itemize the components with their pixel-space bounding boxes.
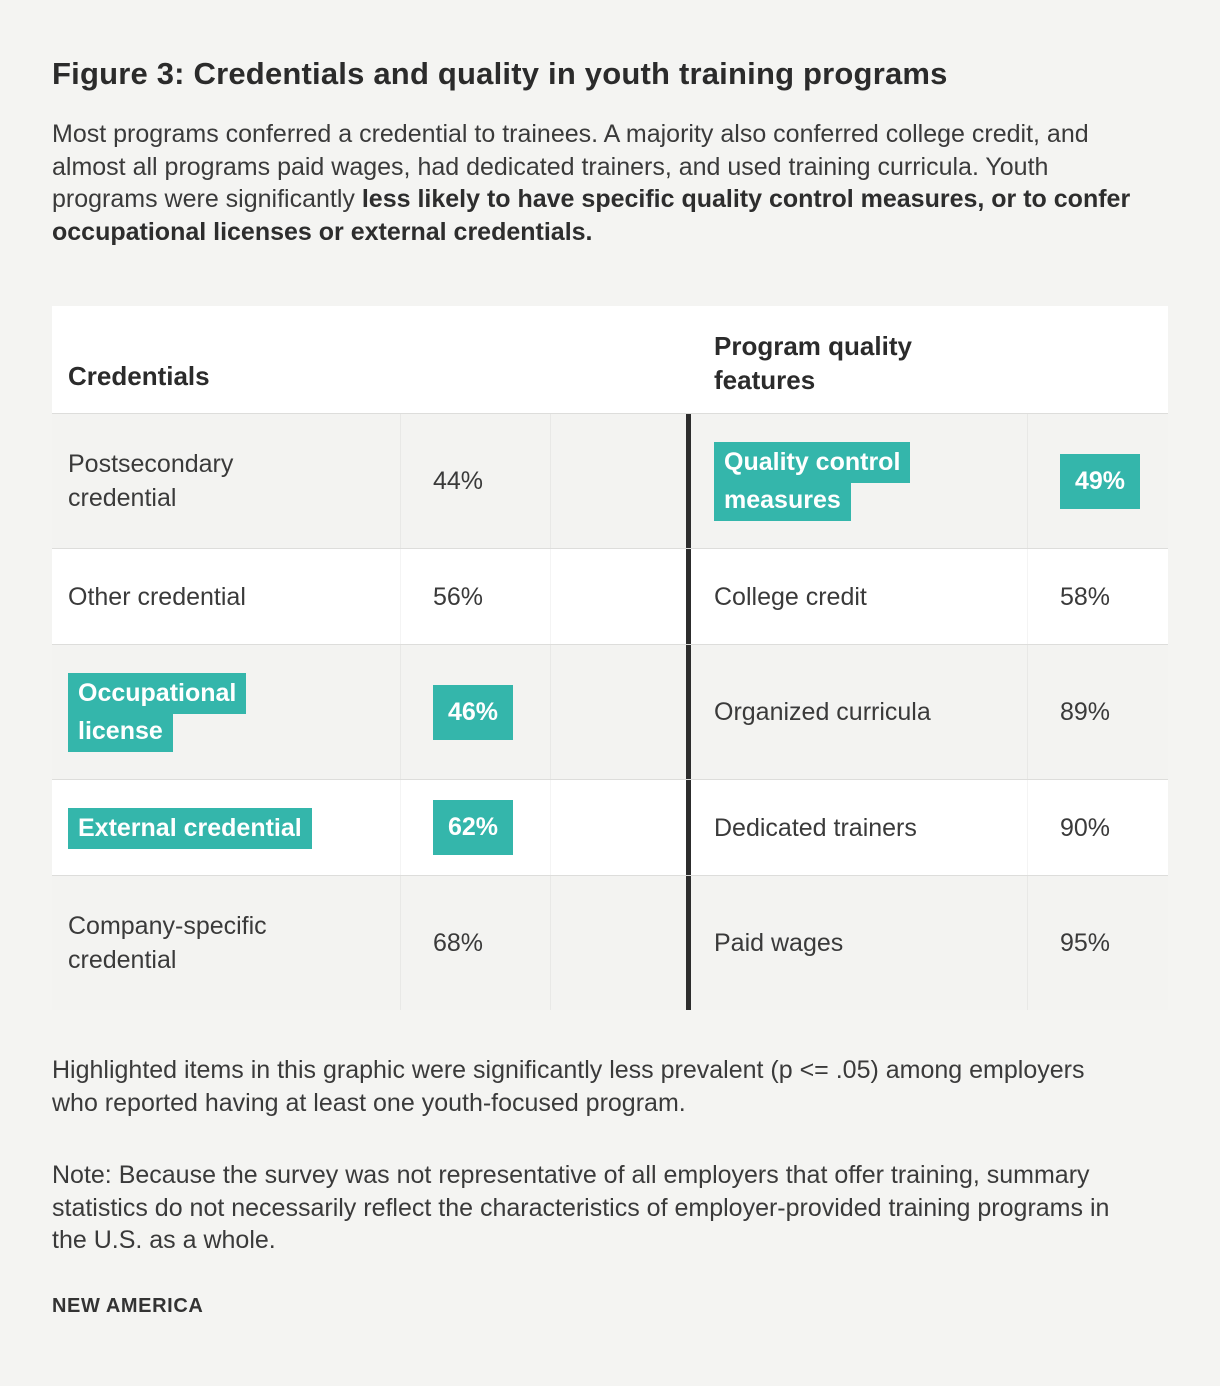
spacer-cell	[550, 549, 686, 644]
quality-label-cell	[686, 645, 1027, 779]
credential-value-cell	[400, 876, 550, 1010]
credential-label-highlighted: Occupational license	[68, 673, 246, 752]
credential-value: 44%	[433, 467, 484, 495]
spacer-cell	[550, 645, 686, 779]
table-row	[52, 779, 1168, 875]
quality-value-cell	[1027, 549, 1168, 644]
quality-value: 90%	[1060, 813, 1111, 842]
figure-intro	[52, 118, 1137, 248]
column-header-program-quality: Program quality features	[714, 331, 912, 395]
credential-label: Other credential	[68, 582, 246, 611]
survey-note: Note: Because the survey was not representative of all employers that offer training, summary statistics do not necessarily reflect the characteristics of employer-provided training programs in the U.S. as a whole.	[52, 1161, 1110, 1254]
quality-value: 95%	[1060, 929, 1111, 957]
quality-label-cell	[686, 780, 1027, 875]
credential-value-cell	[400, 549, 550, 644]
quality-label-highlighted: Quality control measures	[714, 442, 910, 521]
figure-intro-normal: Most programs conferred a credential to trainees. A majority also conferred college credit, and almost all programs paid wages, had dedicated trainers, and used training curricula. Youth programs were significantly	[52, 120, 1089, 213]
credential-label-cell	[52, 876, 400, 1010]
credential-label: Company-specific credential	[68, 912, 267, 974]
credential-value-cell	[400, 414, 550, 548]
spacer-cell	[550, 414, 686, 548]
table-row	[52, 548, 1168, 644]
credential-label: Postsecondary credential	[68, 450, 234, 512]
credential-value-cell	[400, 780, 550, 875]
credential-value-highlighted: 62%	[433, 800, 513, 855]
quality-value: 58%	[1060, 582, 1111, 611]
quality-label-cell	[686, 549, 1027, 644]
quality-value: 89%	[1060, 698, 1111, 726]
source-attribution: NEW AMERICA	[52, 1294, 204, 1317]
quality-value-cell	[1027, 876, 1168, 1010]
spacer-cell	[550, 876, 686, 1010]
credential-label-highlighted: External credential	[68, 808, 312, 849]
quality-value-cell	[1027, 645, 1168, 779]
credential-label-cell	[52, 549, 400, 644]
quality-label-cell	[686, 876, 1027, 1010]
quality-label: Dedicated trainers	[714, 813, 917, 842]
figure-intro-bold: less likely to have specific quality control measures, or to confer occupational licenses or external credentials.	[52, 185, 1131, 246]
quality-label: Organized curricula	[714, 698, 931, 726]
credential-value: 68%	[433, 929, 484, 957]
column-header-credentials: Credentials	[68, 361, 210, 391]
credential-value-cell	[400, 645, 550, 779]
quality-value-cell	[1027, 780, 1168, 875]
table-row	[52, 875, 1168, 1010]
credential-label-cell	[52, 645, 400, 779]
credential-value-highlighted: 46%	[433, 685, 513, 740]
credential-label-cell	[52, 780, 400, 875]
figure-title: Figure 3: Credentials and quality in youth training programs	[52, 56, 948, 91]
quality-label: Paid wages	[714, 929, 844, 957]
table-row	[52, 413, 1168, 548]
table-header-row	[52, 306, 1168, 413]
quality-value-highlighted: 49%	[1060, 454, 1140, 509]
quality-label: College credit	[714, 582, 867, 611]
data-table	[52, 306, 1168, 1010]
credential-label-cell	[52, 414, 400, 548]
quality-value-cell	[1027, 414, 1168, 548]
highlight-footnote: Highlighted items in this graphic were significantly less prevalent (p <= .05) among employers who reported having at least one youth-focused program.	[52, 1056, 1085, 1117]
table-row	[52, 644, 1168, 779]
spacer-cell	[550, 780, 686, 875]
quality-label-cell	[686, 414, 1027, 548]
credential-value: 56%	[433, 582, 484, 611]
